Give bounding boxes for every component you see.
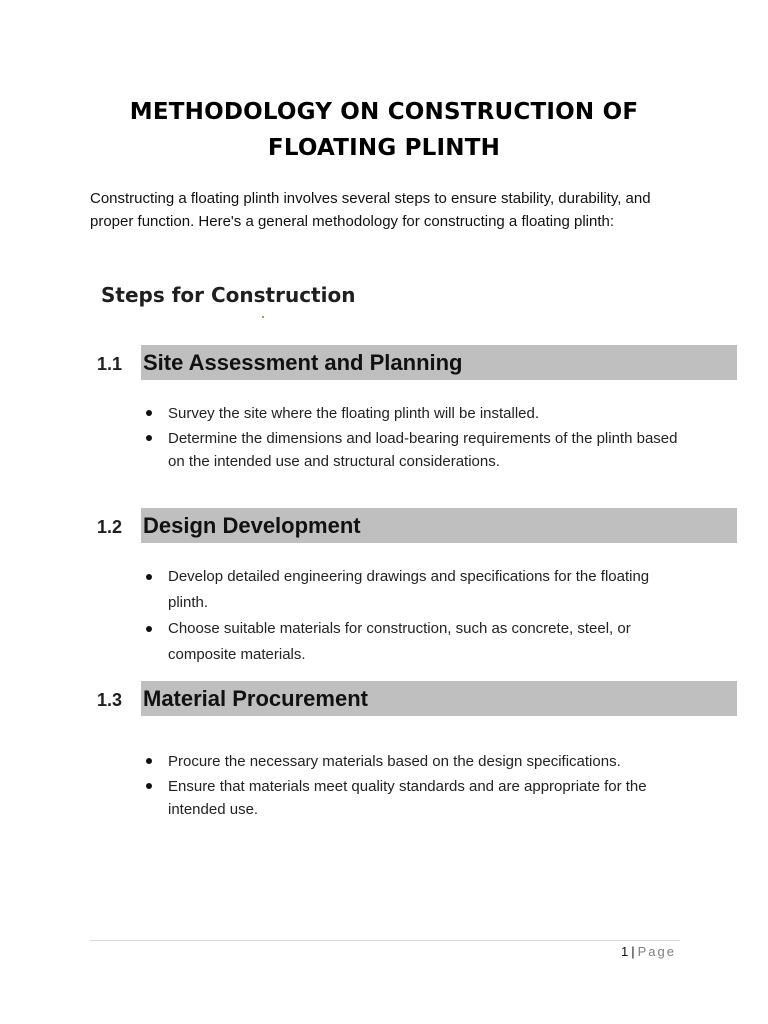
section-number: 1.2 — [97, 517, 123, 537]
section-title: Design Development — [143, 513, 361, 538]
footer-divider — [90, 940, 680, 941]
steps-heading: Steps for Construction — [101, 283, 356, 307]
list-item: Determine the dimensions and load-bearing requirements of the plinth based on the intended use and structural considerations. — [146, 427, 686, 473]
stray-mark — [262, 316, 264, 318]
section-number: 1.1 — [97, 354, 123, 374]
section-number: 1.3 — [97, 690, 123, 710]
bullet-list — [146, 750, 686, 823]
list-item: Develop detailed engineering drawings and specifications for the floating plinth. — [146, 564, 686, 616]
title-line-2: FLOATING PLINTH — [267, 135, 501, 161]
page-number: 1 — [621, 944, 629, 959]
footer-separator: | — [631, 944, 635, 959]
intro-paragraph: Constructing a floating plinth involves several steps to ensure stability, durability, and proper function. Here's a general methodology for constructing a floating plinth: — [90, 190, 651, 230]
title-line-1: METHODOLOGY ON CONSTRUCTION OF — [129, 99, 639, 125]
page-label: Page — [637, 944, 676, 959]
section-title: Site Assessment and Planning — [143, 350, 463, 375]
page-footer — [621, 943, 676, 961]
document-title — [60, 94, 708, 166]
list-item: Ensure that materials meet quality standards and are appropriate for the intended use. — [146, 775, 686, 821]
list-item: Choose suitable materials for construction, such as concrete, steel, or composite materials. — [146, 616, 686, 668]
section-title: Material Procurement — [143, 686, 368, 711]
list-item: Survey the site where the floating plinth will be installed. — [146, 402, 686, 425]
bullet-list — [146, 402, 686, 475]
bullet-list — [146, 564, 686, 668]
list-item: Procure the necessary materials based on the design specifications. — [146, 750, 686, 773]
